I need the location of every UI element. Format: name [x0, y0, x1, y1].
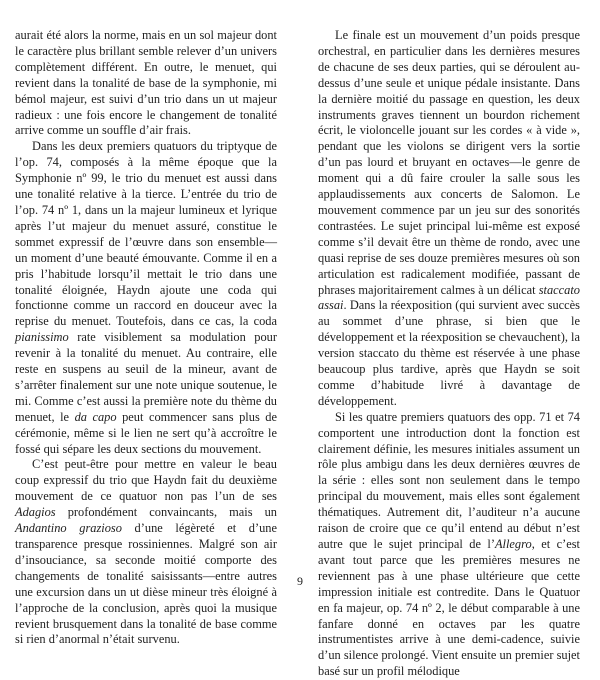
italic-term: Allegro — [494, 537, 532, 551]
italic-term: Andantino grazioso — [15, 521, 122, 536]
italic-term: da capo — [74, 409, 117, 424]
paragraph: aurait été alors la norme, mais en un sol majeur dont le caractère plus brillant semble relever d’un univers complètement différent. En outre, le menuet, qui revient dans la tonalité de base de la symphonie, mi bémol majeur, est suivi d’un trio dans un ut majeur radieux : une fois encore le changement de tonalité arrive comme un souffle d’air frais. — [15, 28, 277, 138]
italic-term: staccato assai — [318, 282, 580, 313]
paragraph: Le finale est un mouvement d’un poids presque orchestral, en particulier dans les dernières mesures de chacune de ses deux parties, qui se déroulent au-dessus d’une seule et unique pédale insistante. Dans la dernière moitié du passage en question, les deux instruments graves tiennent un bourdon richement écrit, le violoncelle jouant sur les cordes « à vide », pendant que les violons se dirigent vers la sortie d’un pas lourd et bruyant en octaves—le genre de moment qui a dû faire crouler la salle sous les applaudissements aux concerts de Salomon. Le mouvement commence par un jeu sur des sonorités contrastées. Le sujet principal lui-même est exposé comme s’il devait être un thème de rondo, avec une quasi reprise de ses douze premières mesures où son articulation est radicalement modifiée, passant de phrases majoritairement calmes à un délicat staccato assai. Dans la réexposition (qui survient avec succès au sommet d’une phrase, si bien que le développement et la réexposition se chevauchent), la version staccato du thème est réservée à une phase beaucoup plus tardive, après que Haydn se soit comme d’habitude livré à davantage de développement. — [318, 28, 580, 408]
paragraph: C’est peut-être pour mettre en valeur le beau coup expressif du trio que Haydn fait du deuxième mouvement de ce quatuor non pas l’un de ses Adagios profondément convaincants, mais un Andantino grazioso d’une légèreté et d’une transparence presque rossiniennes. Malgré son air d’insouciance, sa seconde moitié comporte des changements de tonalité saisissants—entre autres une excursion dans un ut dièse mineur très éloigné à l’approche de la conclusion, après quoi la musique revient brusquement dans la tonalité de base comme si rien d’anormal n’était survenu. — [15, 457, 277, 647]
italic-term: pianissimo — [15, 330, 69, 345]
page-number: 9 — [297, 574, 303, 588]
paragraph: Dans les deux premiers quatuors du triptyque de l’op. 74, composés à la même époque que la Symphonie nº 99, le trio du menuet est aussi dans une tonalité relative à la tierce. L’entrée du trio de l’op. 74 nº 1, dans un la majeur lumineux et lyrique après l’ut majeur du menuet assuré, constitue le sommet expressif de l’œuvre dans son ensemble—un moment d’une beauté émouvante. Comme il en a pris l’habitude lorsqu’il mettait le trio dans une tonalité éloignée, Haydn ajoute une coda qui fonctionne comme un raccord en douceur avec la reprise du menuet. Toutefois, dans ce cas, la coda pianissimo rate visiblement sa modulation pour revenir à la tonalité du menuet. Au contraire, elle reste en suspens au seuil de la mineur, avant de s’arrêter finalement sur une note unique soutenue, le mi. Comme c’est aussi la première note du thème du menuet, le da capo peut commencer sans plus de cérémonie, même si le lien ne sert qu’à accroître le fossé qui sépare les deux sections du mouvement. — [15, 139, 277, 456]
left-column — [15, 28, 277, 648]
italic-term: Adagios — [15, 505, 56, 520]
paragraph: Si les quatre premiers quatuors des opp. 71 et 74 comportent une introduction dont la fonction est clairement définie, les mesures initiales assument un rôle plus ambigu dans les deux dernières œuvres de la série : elles sont non seulement dans le tempo principal du mouvement, mais elles sont également thématiques. Autrement dit, l’auditeur n’a aucune raison de croire que ce qu’il entend au début n’est autre que le sujet principal de l’Allegro, et c’est avant tout parce que les premières mesures ne reviennent pas à une phase ultérieure que cette impression initiale est contredite. Dans le Quatuor en fa majeur, op. 74 nº 2, le début comparable à une fanfare donné en octaves par les quatre instrumentistes arrive à une demi-cadence, suivie d’un silence prolongé. Vient ensuite un premier sujet basé sur un profil mélodique — [318, 409, 581, 679]
